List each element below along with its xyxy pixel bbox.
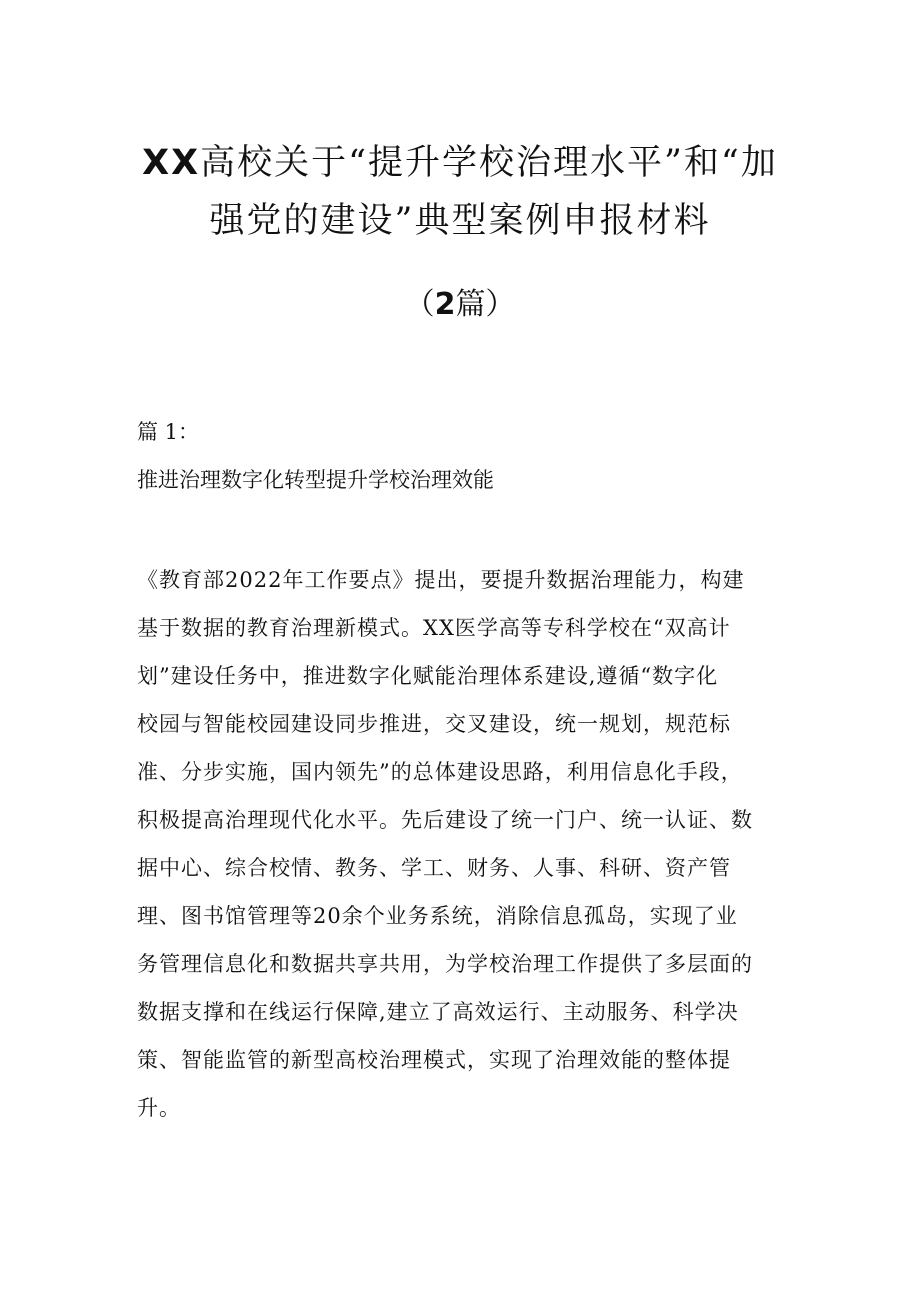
section-label: 篇 1： (137, 420, 200, 444)
body-line: 准、分步实施，国内领先”的总体建设思路，利用信息化手段， (137, 760, 743, 784)
body-line: 积极提高治理现代化水平。先后建设了统一门户、统一认证、数 (137, 808, 753, 832)
body-line: 划”建设任务中，推进数字化赋能治理体系建设,遵循“数字化 (137, 664, 719, 688)
document-subtitle (120, 280, 800, 330)
subtitle-open: （ (404, 287, 435, 322)
body-line: 升。 (137, 1096, 181, 1120)
title-line2: 强党的建设”典型案例申报材料 (209, 201, 711, 241)
document-title (120, 134, 800, 250)
section-heading: 推进治理数字化转型提升学校治理效能 (137, 468, 494, 492)
body-line: 《教育部2022年工作要点》提出，要提升数据治理能力，构建 (137, 568, 745, 592)
subtitle-close: 篇） (455, 287, 516, 322)
title-line1: 高校关于“提升学校治理水平”和“加 (200, 143, 778, 183)
body-line: 数据支撑和在线运行保障,建立了高效运行、主动服务、科学决 (137, 1000, 739, 1024)
body-line: 策、智能监管的新型高校治理模式，实现了治理效能的整体提 (137, 1048, 731, 1072)
body-line: 理、图书馆管理等20余个业务系统，消除信息孤岛，实现了业 (137, 904, 738, 928)
title-prefix: XX (142, 143, 201, 183)
body-line: 据中心、综合校情、教务、学工、财务、人事、科研、资产管 (137, 856, 731, 880)
body-paragraph (137, 556, 789, 1132)
body-line: 校园与智能校园建设同步推进，交叉建设，统一规划，规范标 (137, 712, 731, 736)
body-line: 基于数据的教育治理新模式。XX医学高等专科学校在“双高计 (137, 616, 731, 640)
body-line: 务管理信息化和数据共享共用，为学校治理工作提供了多层面的 (137, 952, 753, 976)
subtitle-count: 2 (434, 287, 456, 322)
